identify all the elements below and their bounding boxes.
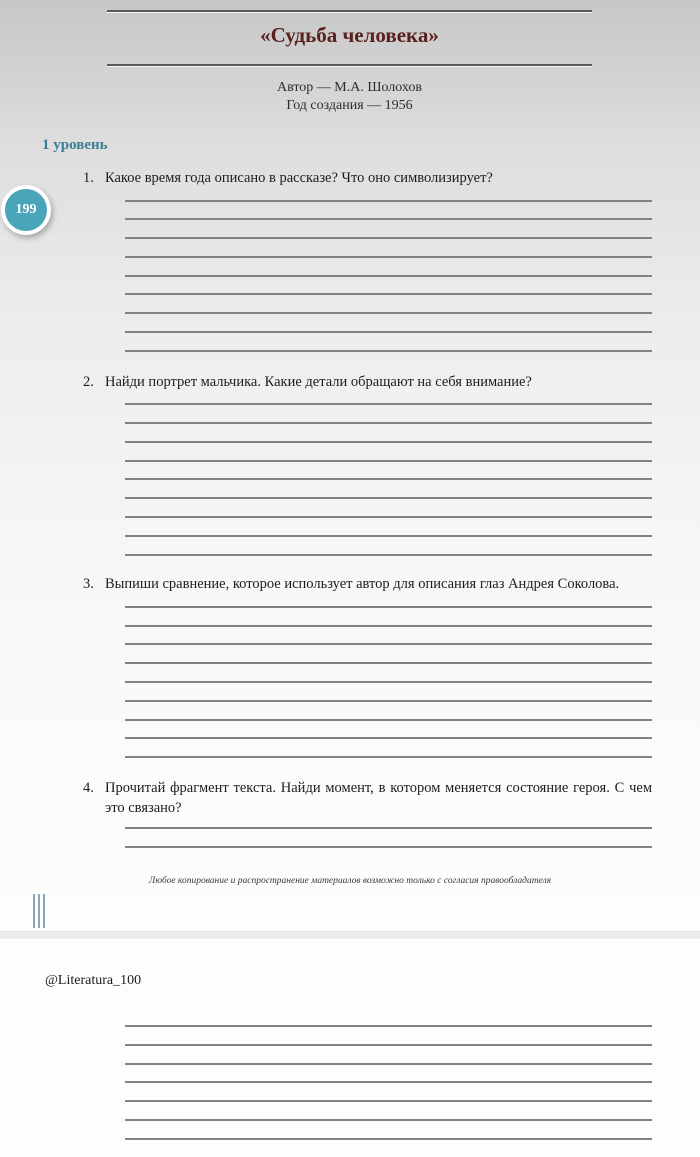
answer-line: [125, 737, 652, 756]
answer-line: [125, 1100, 652, 1119]
answer-line: [125, 275, 652, 294]
answer-lines: [125, 200, 652, 369]
answer-line: [125, 662, 652, 681]
binding-bar: [43, 894, 45, 928]
answer-line: [125, 218, 652, 237]
question-number: 2.: [83, 373, 94, 390]
answer-line: [125, 1063, 652, 1082]
question-block-4: [83, 779, 652, 865]
answer-line: [125, 756, 652, 775]
binding-bar: [33, 894, 35, 928]
question-text: Найди портрет мальчика. Какие детали обращают на себя внимание?: [105, 373, 532, 390]
continuation-page: [0, 939, 700, 1155]
answer-line: [125, 719, 652, 738]
question-block-1: [83, 169, 652, 369]
answer-lines: [125, 827, 652, 865]
page-number-badge: 199: [1, 185, 51, 235]
answer-line: [125, 846, 652, 865]
title-rule-top: [107, 10, 592, 13]
answer-lines: [125, 403, 652, 572]
answer-line: [125, 1119, 652, 1138]
answer-line: [125, 554, 652, 573]
answer-line: [125, 256, 652, 275]
answer-line: [125, 1025, 652, 1044]
answer-line: [125, 516, 652, 535]
answer-line: [125, 643, 652, 662]
copyright-notice: Любое копирование и распространение материалов возможно только с согласия правообладателя: [148, 875, 552, 886]
question-number: 3.: [83, 576, 94, 593]
year-line: Год создания — 1956: [286, 98, 413, 113]
page-title: «Судьба человека»: [260, 23, 439, 47]
answer-line: [125, 625, 652, 644]
question-number: 1.: [83, 170, 94, 186]
answer-line: [125, 1044, 652, 1063]
answer-line: [125, 200, 652, 219]
title-rule-bottom: [107, 64, 592, 67]
answer-line: [125, 293, 652, 312]
answer-line: [125, 403, 652, 422]
answer-line: [125, 606, 652, 625]
question-block-2: [83, 373, 652, 573]
answer-line: [125, 312, 652, 331]
answer-line: [125, 237, 652, 256]
answer-lines: [125, 606, 652, 775]
page-gap: [0, 931, 700, 939]
answer-lines: [125, 1025, 652, 1157]
answer-line: [125, 1138, 652, 1157]
answer-line: [125, 331, 652, 350]
answer-line: [125, 827, 652, 846]
binding-bar: [38, 894, 40, 928]
question-number: 4.: [83, 780, 94, 797]
question-text: Какое время года описано в рассказе? Что оно символизирует?: [105, 170, 493, 186]
question-text: Прочитай фрагмент текста. Найди момент, в котором меняется состояние героя. С чем это связано?: [105, 780, 652, 816]
answer-line: [125, 1081, 652, 1100]
answer-line: [125, 497, 652, 516]
level-heading: 1 уровень: [42, 137, 108, 153]
channel-watermark: @Literatura_100: [45, 973, 142, 988]
answer-line: [125, 422, 652, 441]
answer-line: [125, 478, 652, 497]
answer-line: [125, 681, 652, 700]
answer-line: [125, 700, 652, 719]
question-block-3: [83, 575, 652, 775]
author-line: Автор — М.А. Шолохов: [276, 80, 423, 95]
binding-lines-icon: [33, 894, 45, 928]
answer-line: [125, 535, 652, 554]
answer-line: [125, 350, 652, 369]
answer-line: [125, 460, 652, 479]
answer-line: [125, 441, 652, 460]
work-meta: [107, 79, 592, 115]
question-text: Выпиши сравнение, которое использует автор для описания глаз Андрея Соколова.: [105, 576, 620, 593]
